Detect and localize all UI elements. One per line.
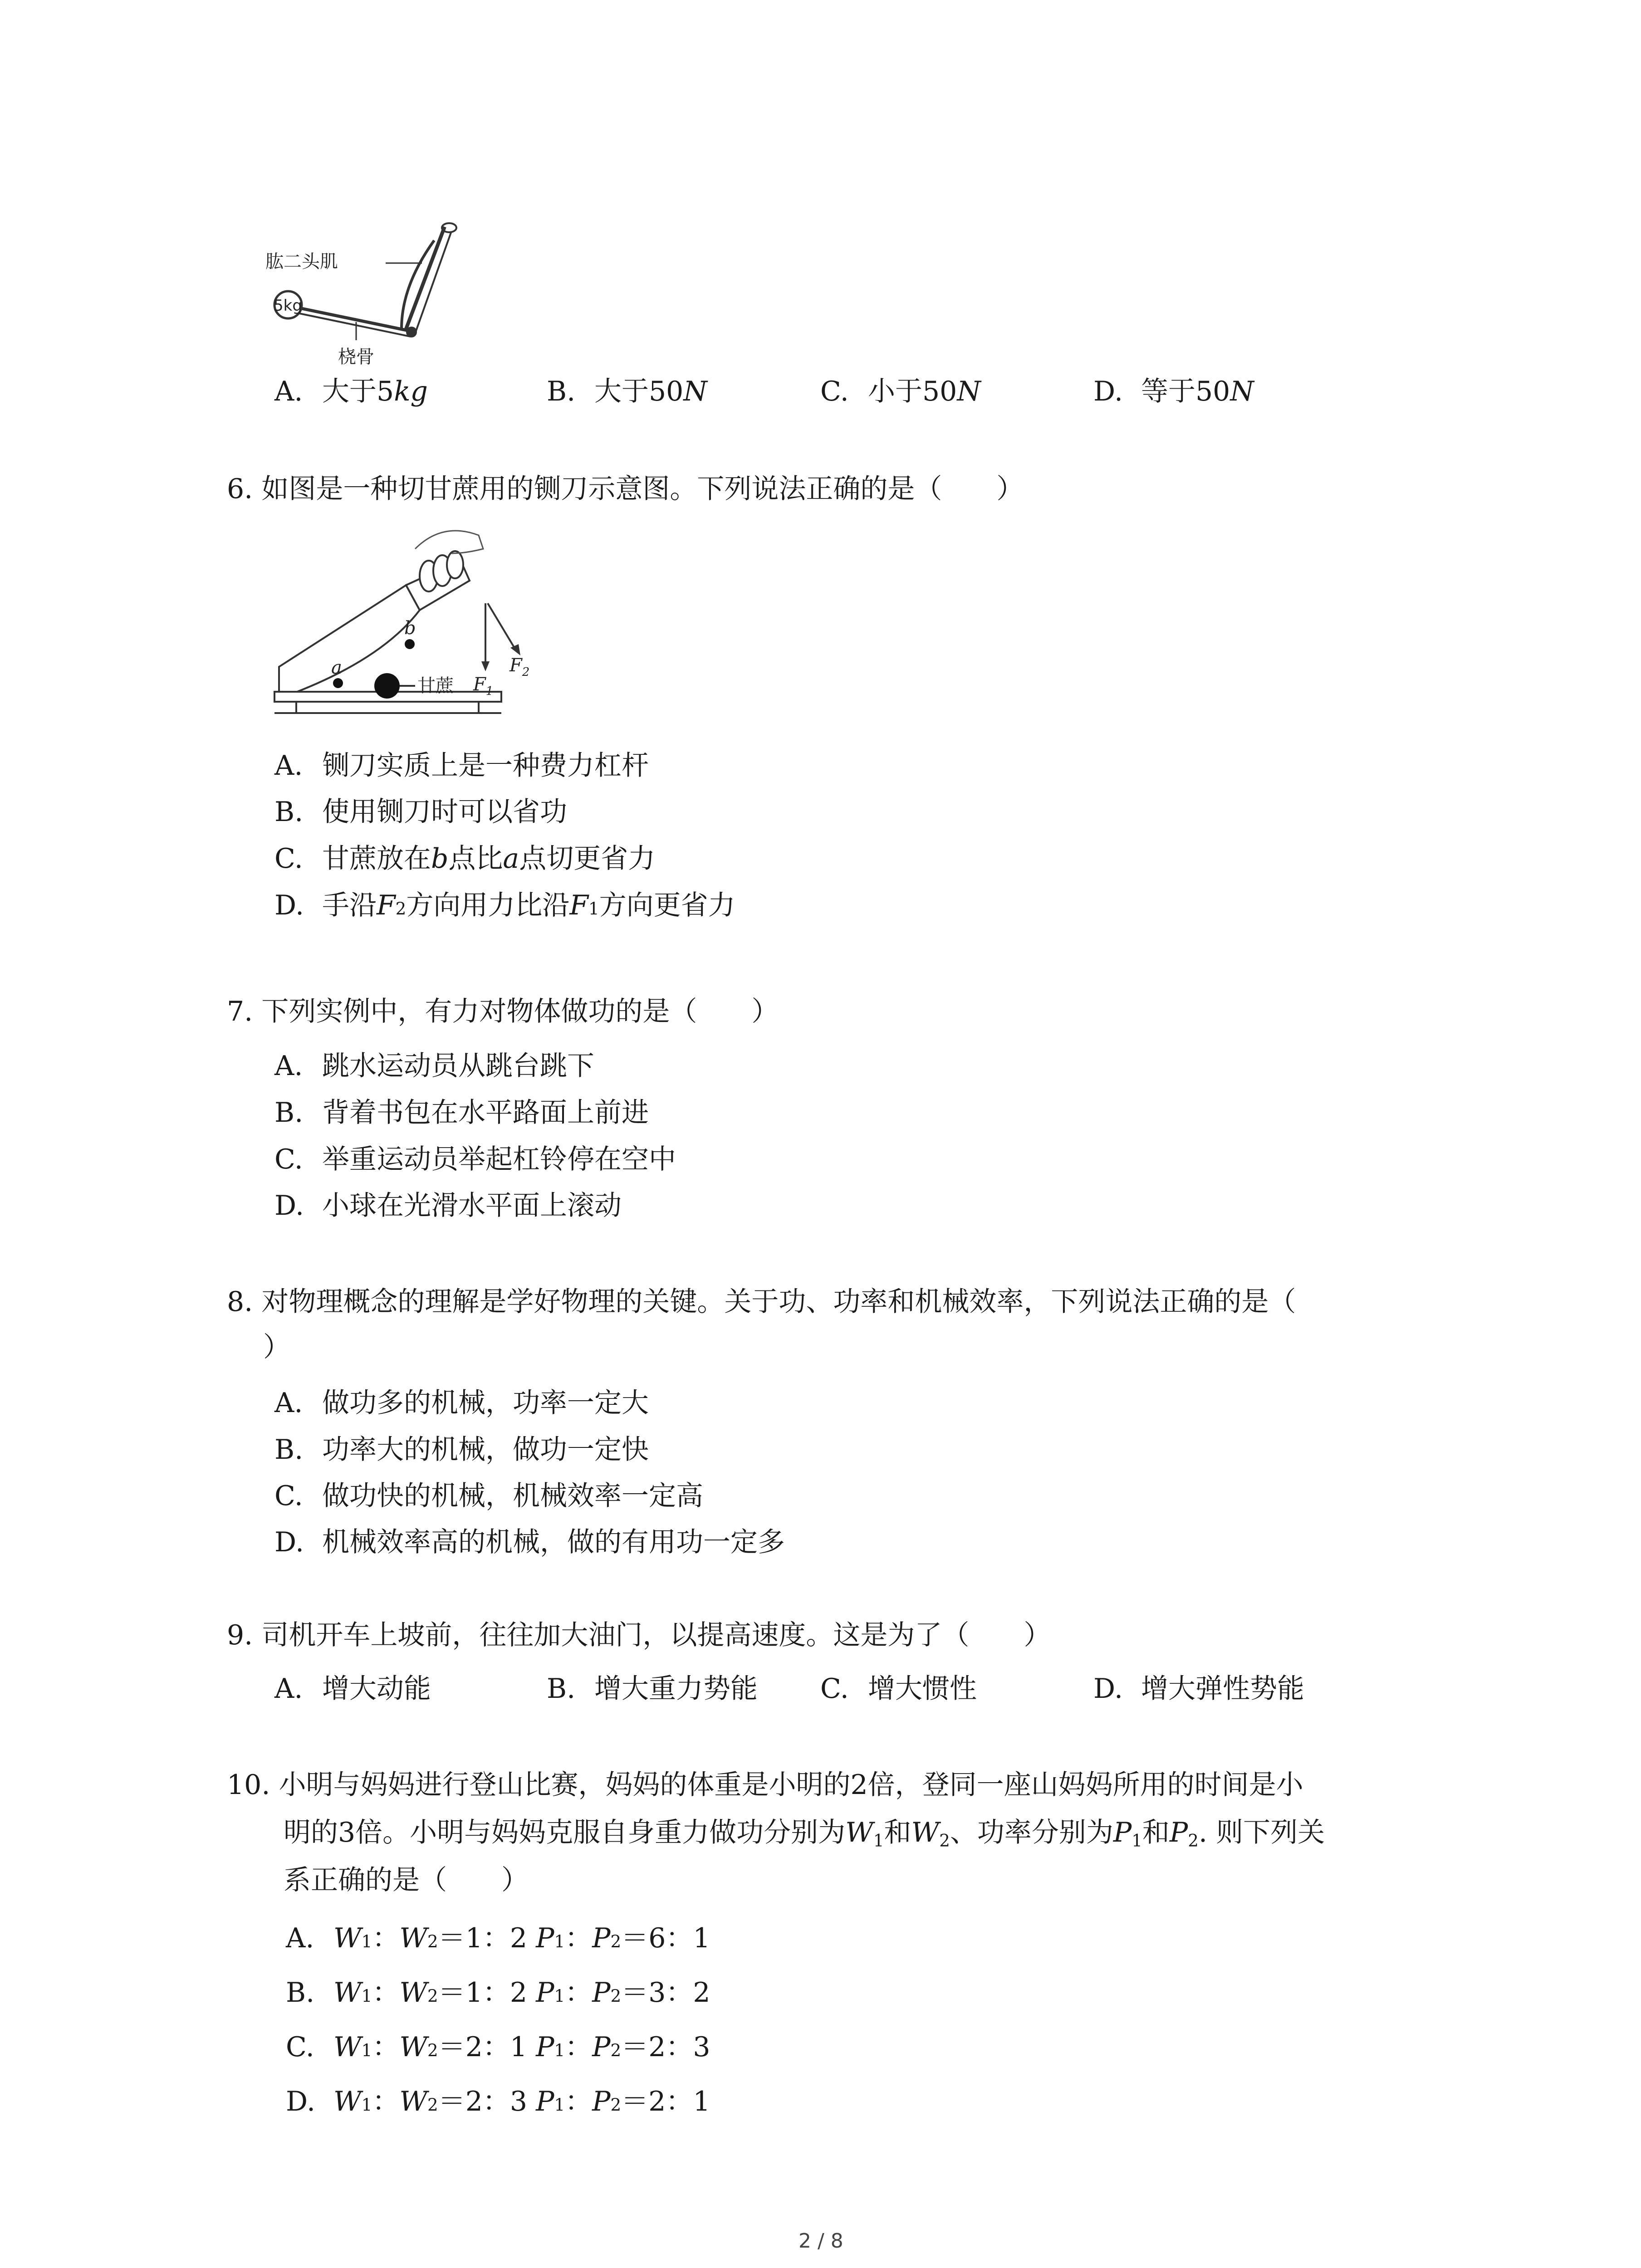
q10-and: 和 (1142, 1817, 1170, 1848)
option-letter: A. (274, 1673, 303, 1705)
option-text-1: 手沿 (322, 890, 377, 921)
option-letter: C. (274, 843, 303, 875)
q10-var-p: P (1113, 1817, 1132, 1848)
equals: ＝ (621, 2031, 649, 2063)
q10-sub-2: 2 (939, 1830, 950, 1851)
q10-and: 和 (884, 1817, 911, 1848)
q6-stem: 6. 如图是一种切甘蔗用的铡刀示意图。下列说法正确的是（ ） (227, 473, 1024, 505)
q6-force1-label: F (473, 674, 486, 695)
option-unit: N (683, 376, 707, 407)
option-text: 增大惯性 (868, 1673, 977, 1705)
q10-option-b (286, 1971, 710, 2010)
q5-option-b (547, 370, 707, 409)
var-w: W (399, 2031, 428, 2063)
q10-var-p: P (1169, 1817, 1188, 1848)
var-p: P (536, 1977, 554, 2009)
option-letter: D. (286, 2086, 316, 2117)
option-text: 增大重力势能 (594, 1673, 758, 1705)
q10-var-w: W (911, 1817, 940, 1848)
q8-stem-line2: ） (263, 1331, 290, 1363)
sub-2: 2 (427, 2040, 438, 2060)
option-letter: B. (547, 1673, 576, 1705)
var-p: P (592, 2086, 611, 2117)
option-text-2: 点比 (448, 843, 503, 875)
sub-1: 1 (361, 2095, 372, 2115)
var-p: P (536, 2086, 554, 2117)
option-sub-2: 2 (395, 899, 407, 919)
var-w: W (333, 1977, 362, 2009)
q10-sub-2: 2 (1188, 1830, 1199, 1851)
option-letter: D. (1093, 376, 1123, 407)
sub-1: 1 (554, 1986, 565, 2006)
option-sub-1: 1 (588, 899, 599, 919)
w-ratio: 1：2 (465, 1977, 528, 2009)
q5-option-d (1093, 370, 1254, 409)
option-letter: A. (274, 1050, 303, 1082)
sub-2: 2 (427, 1986, 438, 2006)
colon: ： (372, 1977, 400, 2009)
var-p: P (536, 2031, 554, 2063)
option-text: 使用铡刀时可以省功 (322, 796, 567, 828)
q9-option-a (274, 1667, 431, 1706)
p-ratio: 3：2 (648, 1977, 710, 2009)
option-text: 小于50 (868, 376, 957, 407)
var-p: P (592, 1922, 611, 1954)
q10-var-w: W (845, 1817, 873, 1848)
option-text: 大于5 (322, 376, 394, 407)
var-w: W (399, 1977, 428, 2009)
option-letter: A. (274, 750, 303, 782)
sub-2: 2 (610, 1986, 622, 2006)
q8-option-c (274, 1474, 703, 1513)
option-text: 举重运动员举起杠铃停在空中 (322, 1144, 676, 1175)
q7-option-b (274, 1091, 649, 1130)
option-text: 做功多的机械，功率一定大 (322, 1387, 649, 1419)
q9-option-c (820, 1667, 977, 1706)
q10-line2-end: . 则下列关 (1198, 1817, 1325, 1848)
q10-option-c (286, 2025, 710, 2064)
q6-cutter-figure (270, 517, 530, 739)
colon: ： (372, 2031, 400, 2063)
equals: ＝ (438, 1977, 465, 2009)
p-ratio: 2：1 (648, 2086, 710, 2117)
option-var-b: b (431, 843, 449, 875)
w-ratio: 2：3 (465, 2086, 528, 2117)
q10-sub-1: 1 (1132, 1830, 1142, 1851)
option-letter: B. (286, 1977, 315, 2009)
var-w: W (333, 2031, 362, 2063)
option-var-f2: F (377, 890, 396, 921)
option-letter: C. (274, 1144, 303, 1175)
option-text-1: 甘蔗放在 (322, 843, 431, 875)
option-text: 增大动能 (322, 1673, 431, 1705)
sub-2: 2 (610, 2095, 622, 2115)
q10-line2-text: 明的3倍。小明与妈妈克服自身重力做功分别为 (284, 1817, 846, 1848)
w-ratio: 2：1 (465, 2031, 528, 2063)
q10-stem-line1: 10. 小明与妈妈进行登山比赛，妈妈的体重是小明的2倍，登同一座山妈妈所用的时间是小 (227, 1769, 1303, 1801)
svg-text:F1 (473, 674, 493, 698)
q10-stem-line3: 系正确的是（ ） (284, 1864, 529, 1896)
sub-2: 2 (427, 2095, 438, 2115)
svg-text:F2 (509, 655, 529, 679)
sub-2: 2 (427, 1931, 438, 1951)
q5-muscle-label: 肱二头肌 (265, 251, 338, 272)
option-letter: C. (820, 1673, 849, 1705)
equals: ＝ (438, 2031, 465, 2063)
sub-2: 2 (610, 2040, 622, 2060)
option-text: 背着书包在水平路面上前进 (322, 1097, 649, 1129)
option-text: 小球在光滑水平面上滚动 (322, 1190, 622, 1222)
q7-option-a (274, 1044, 594, 1083)
option-unit: kg (394, 376, 428, 407)
q9-stem: 9. 司机开车上坡前，往往加大油门，以提高速度。这是为了（ ） (227, 1619, 1051, 1651)
sub-1: 1 (361, 2040, 372, 2060)
q10-line2-text-b: 、功率分别为 (950, 1817, 1113, 1848)
option-text: 增大弹性势能 (1141, 1673, 1304, 1705)
option-letter: D. (274, 1190, 304, 1222)
option-var-a: a (503, 843, 519, 875)
q6-option-a (274, 744, 649, 783)
equals: ＝ (438, 1922, 465, 1954)
option-letter: D. (1093, 1673, 1123, 1705)
colon: ： (372, 2086, 400, 2117)
var-p: P (592, 1977, 611, 2009)
q5-arm-figure (265, 213, 474, 381)
q6-point-b-label: b (404, 618, 416, 639)
option-letter: C. (820, 376, 849, 407)
equals: ＝ (621, 1922, 649, 1954)
option-letter: D. (274, 1526, 304, 1558)
q10-option-d (286, 2080, 710, 2119)
option-letter: D. (274, 890, 304, 921)
page-number: 2 / 8 (798, 2229, 843, 2253)
p-ratio: 6：1 (648, 1922, 710, 1954)
q10-option-a (286, 1916, 710, 1955)
var-w: W (399, 2086, 428, 2117)
var-w: W (399, 1922, 428, 1954)
equals: ＝ (438, 2086, 465, 2117)
equals: ＝ (621, 1977, 649, 2009)
q5-option-a (274, 370, 428, 409)
option-letter: B. (547, 376, 576, 407)
option-letter: A. (274, 1387, 303, 1419)
option-letter: A. (286, 1922, 314, 1954)
q8-option-b (274, 1428, 649, 1467)
q6-point-a-label: a (331, 657, 342, 678)
option-letter: A. (274, 376, 303, 407)
sub-1: 1 (554, 1931, 565, 1951)
q9-option-d (1093, 1667, 1304, 1706)
option-text: 大于50 (594, 376, 684, 407)
colon: ： (372, 1922, 400, 1954)
option-text-2: 方向用力比沿 (406, 890, 570, 921)
option-text: 做功快的机械，机械效率一定高 (322, 1480, 703, 1512)
q7-option-d (274, 1184, 622, 1223)
option-text: 功率大的机械，做功一定快 (322, 1434, 649, 1466)
q6-option-c (274, 837, 655, 876)
q10-sub-1: 1 (873, 1830, 884, 1851)
option-letter: C. (286, 2031, 314, 2063)
q7-stem: 7. 下列实例中，有力对物体做功的是（ ） (227, 996, 779, 1027)
sub-1: 1 (554, 2040, 565, 2060)
q5-bone-label: 桡骨 (338, 347, 374, 367)
sub-1: 1 (361, 1931, 372, 1951)
colon: ： (565, 1977, 593, 2009)
option-text: 跳水运动员从跳台跳下 (322, 1050, 594, 1082)
q6-cane-label: 甘蔗 (417, 675, 454, 696)
q8-stem-line1: 8. 对物理概念的理解是学好物理的关键。关于功、功率和机械效率，下列说法正确的是（ (227, 1286, 1296, 1318)
q8-option-a (274, 1381, 649, 1420)
option-text-3: 点切更省力 (519, 843, 656, 875)
option-letter: B. (274, 1097, 304, 1129)
sub-2: 2 (610, 1931, 622, 1951)
var-w: W (333, 1922, 362, 1954)
q5-option-c (820, 370, 981, 409)
option-letter: B. (274, 1434, 304, 1466)
colon: ： (565, 1922, 593, 1954)
sub-1: 1 (554, 2095, 565, 2115)
q7-option-c (274, 1138, 676, 1177)
p-ratio: 2：3 (648, 2031, 710, 2063)
colon: ： (565, 2031, 593, 2063)
q5-weight-label: 5kg (274, 297, 302, 315)
q6-option-b (274, 790, 567, 829)
var-p: P (536, 1922, 554, 1954)
q10-stem-line2 (284, 1819, 1325, 1849)
option-text: 等于50 (1141, 376, 1230, 407)
option-text: 机械效率高的机械，做的有用功一定多 (322, 1526, 785, 1558)
var-p: P (592, 2031, 611, 2063)
q6-force1-sub: 1 (485, 684, 494, 698)
q8-option-d (274, 1520, 785, 1559)
option-text-3: 方向更省力 (599, 890, 735, 921)
q9-option-b (547, 1667, 758, 1706)
colon: ： (565, 2086, 593, 2117)
q6-option-d (274, 884, 735, 923)
option-text: 铡刀实质上是一种费力杠杆 (322, 750, 649, 782)
equals: ＝ (621, 2086, 649, 2117)
option-unit: N (957, 376, 981, 407)
option-var-f1: F (569, 890, 588, 921)
var-w: W (333, 2086, 362, 2117)
option-letter: B. (274, 796, 304, 828)
q6-force2-sub: 2 (522, 665, 530, 679)
q6-force2-label: F (509, 655, 522, 676)
option-letter: C. (274, 1480, 303, 1512)
sub-1: 1 (361, 1986, 372, 2006)
w-ratio: 1：2 (465, 1922, 528, 1954)
option-unit: N (1230, 376, 1254, 407)
